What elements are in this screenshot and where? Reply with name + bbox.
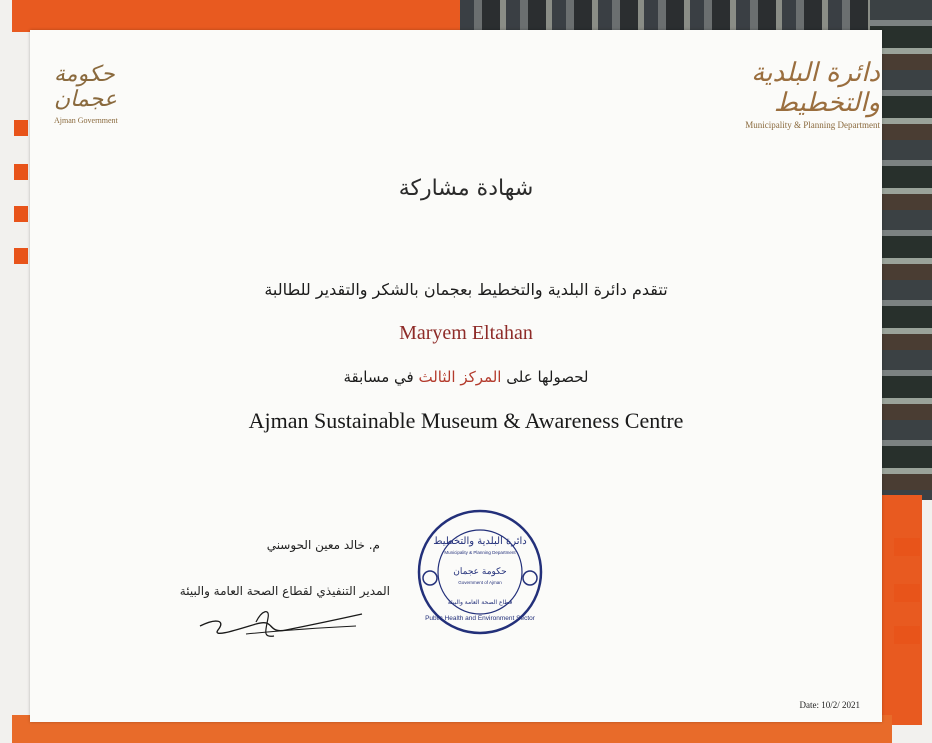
signatory-title: المدير التنفيذي لقطاع الصحة العامة والبيئة [179, 584, 390, 598]
achievement-suffix: في مسابقة [343, 368, 419, 386]
municipality-logo-english: Municipality & Planning Department [745, 120, 880, 130]
certificate-date: Date: 10/2/ 2021 [799, 700, 860, 710]
official-stamp [416, 508, 544, 636]
ajman-logo-english: Ajman Government [54, 116, 118, 125]
achievement-rank: المركز الثالث [418, 368, 502, 386]
stamp-ring-english: Public Health and Environment Sector [425, 615, 535, 622]
stamp-center-english: Municipality & Planning Department [444, 550, 516, 555]
student-name: Maryem Eltahan [399, 322, 533, 344]
stamp-ring-arabic: قطاع الصحة العامة والبيئة [447, 599, 513, 606]
stamp-gov-arabic: حكومة عجمان [453, 567, 507, 577]
frame-right-bar [894, 538, 920, 556]
frame-top-photo-strip [460, 0, 932, 34]
signatory-name: م. خالد معين الحوسني [266, 538, 380, 552]
handwritten-signature [196, 600, 366, 642]
municipality-logo [650, 58, 880, 130]
frame-left-bar [14, 248, 28, 264]
stamp-ornament-icon [423, 571, 437, 585]
ajman-logo-arabic: حكومة عجمان [54, 62, 117, 112]
stamp-ornament-icon [523, 571, 537, 585]
frame-top-stripe [12, 0, 472, 32]
frame-left-bar [14, 206, 28, 222]
achievement-text [0, 368, 932, 386]
frame-right-bar [894, 626, 920, 644]
municipality-logo-arabic: دائرة البلدية والتخطيط [751, 58, 880, 118]
frame-left-bar [14, 120, 28, 136]
ajman-government-logo [54, 62, 150, 125]
frame-right-stripe [882, 495, 922, 725]
frame-right-bar [894, 584, 920, 602]
stamp-center-arabic: دائرة البلدية والتخطيط [433, 536, 527, 547]
stamp-gov-english: Government of Ajman [458, 580, 502, 585]
achievement-prefix: لحصولها على [501, 368, 589, 386]
certificate-title: شهادة مشاركة [398, 176, 534, 201]
intro-text: تتقدم دائرة البلدية والتخطيط بعجمان بالشكر والتقدير للطالبة [264, 280, 668, 299]
competition-name: Ajman Sustainable Museum & Awareness Centre [248, 408, 684, 433]
